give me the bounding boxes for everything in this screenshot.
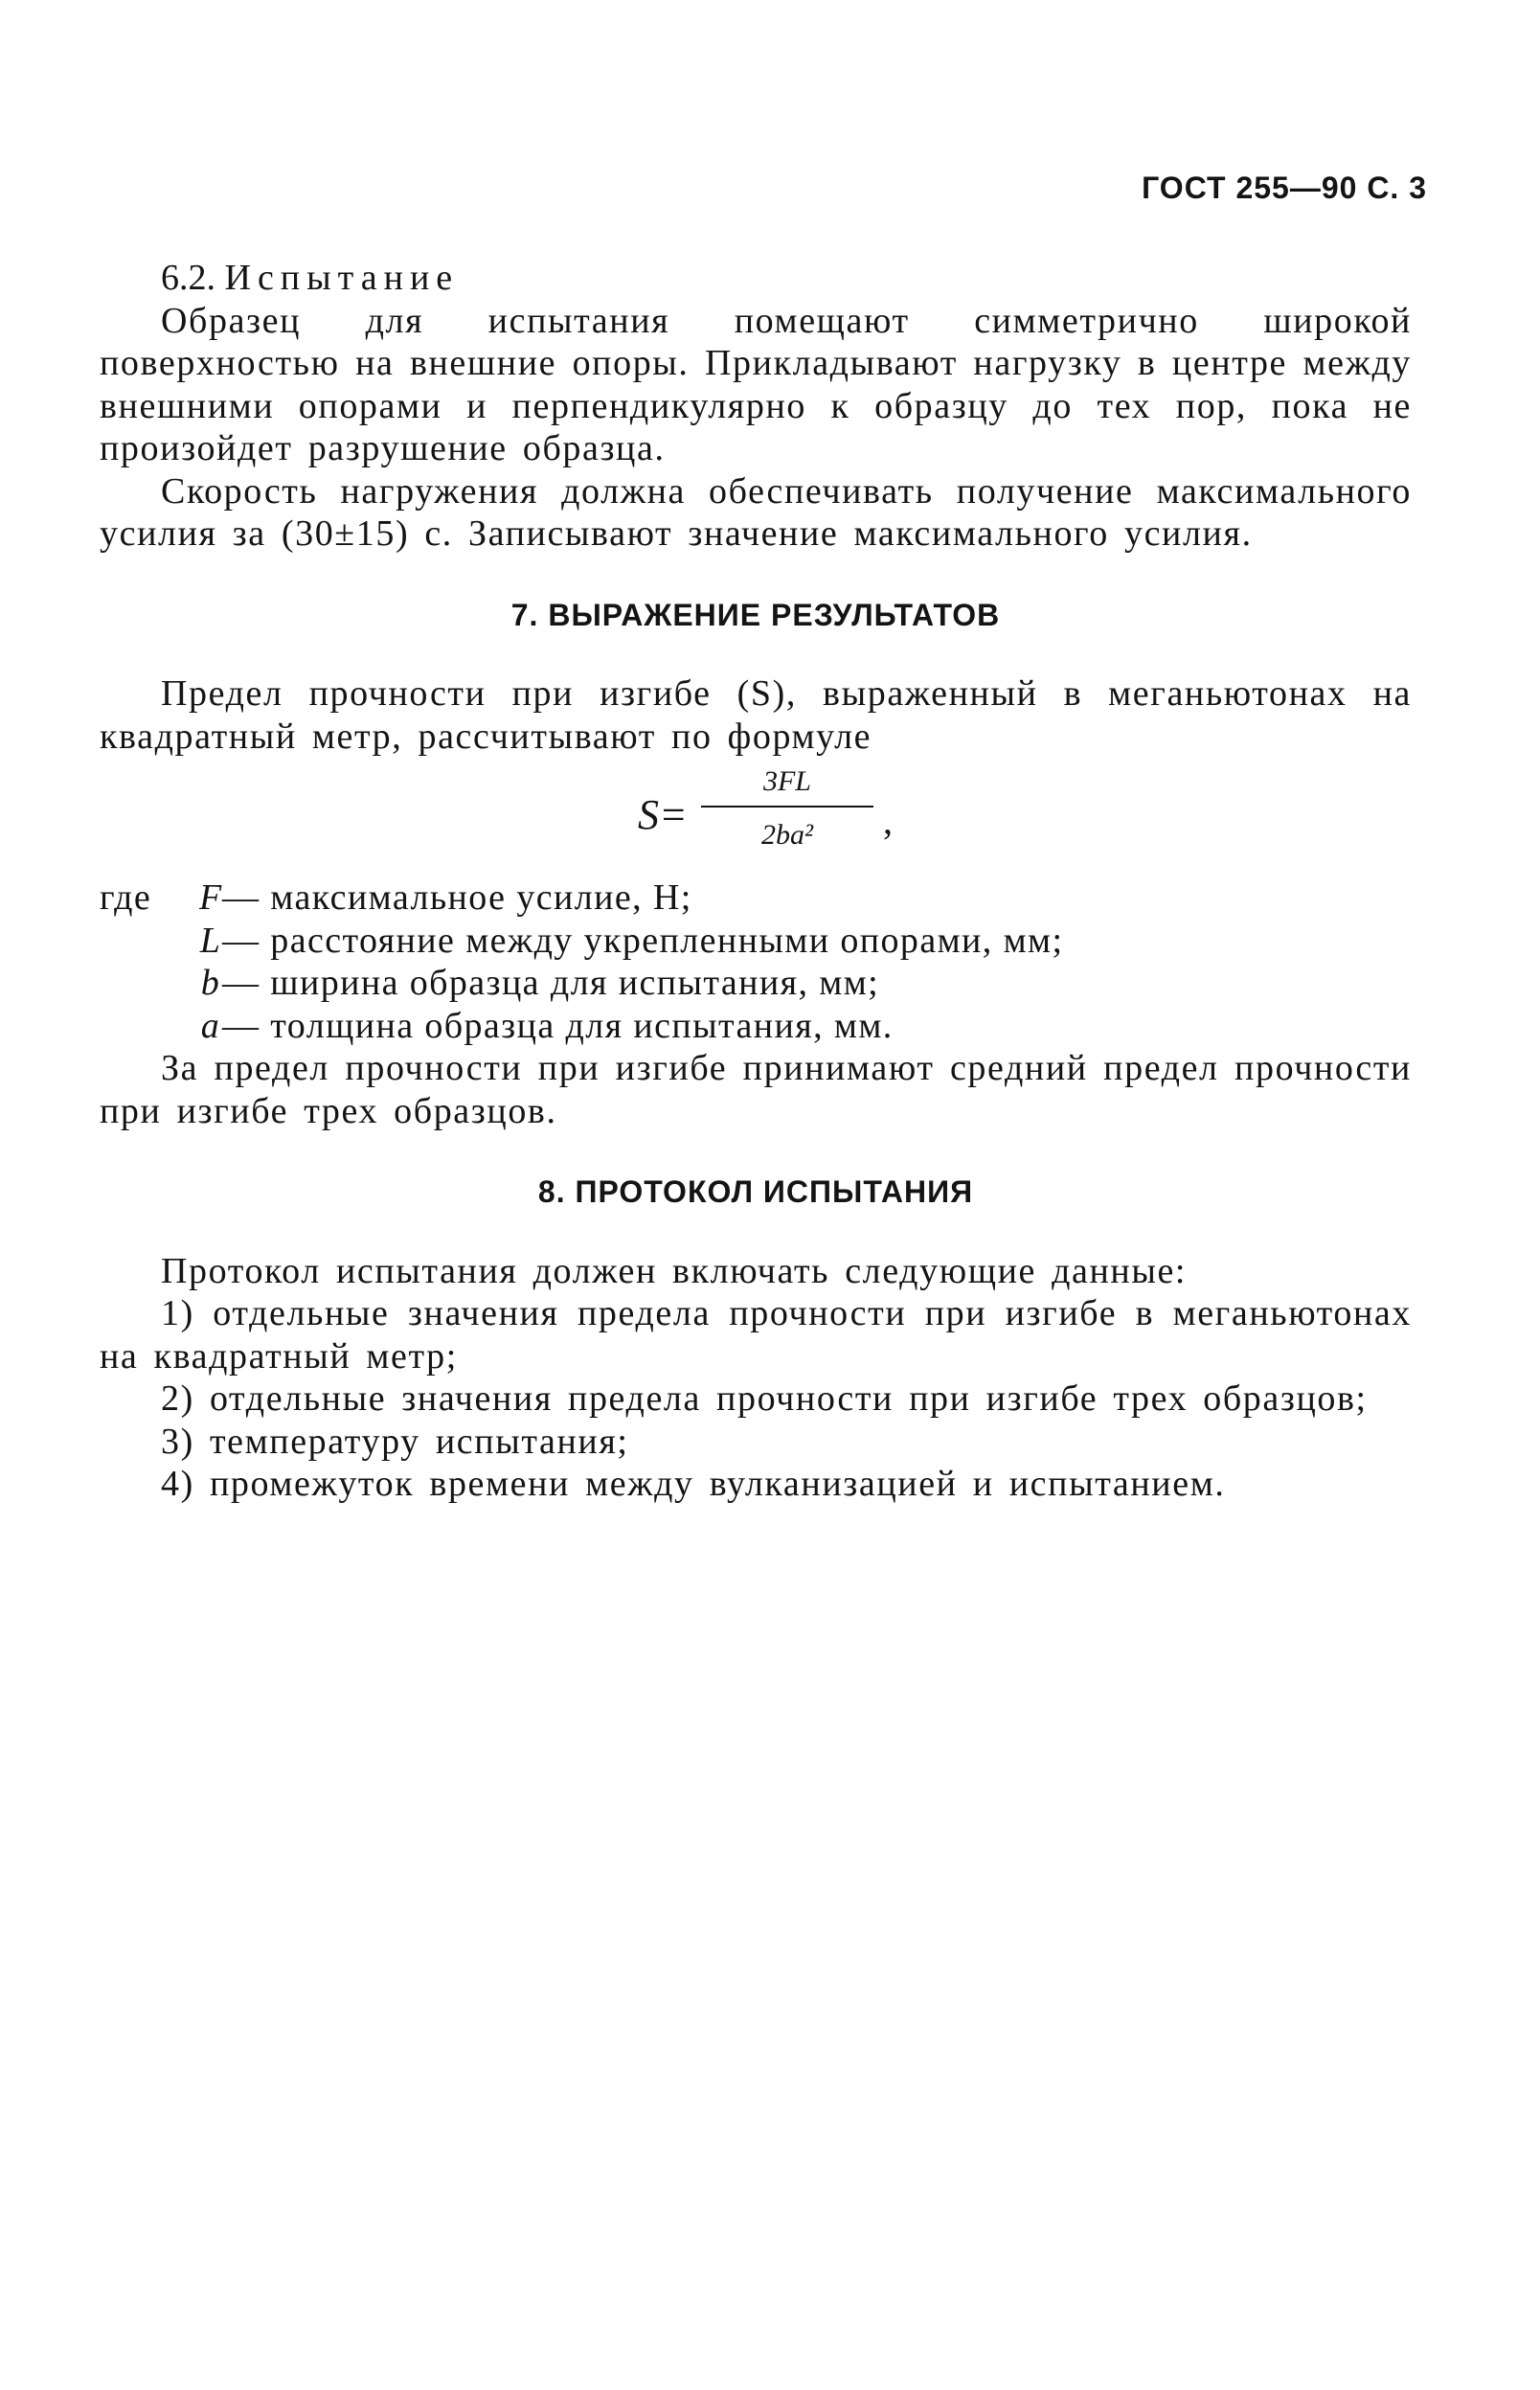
definition-row	[100, 920, 1412, 963]
list-item: 2) отдельные значения предела прочности при изгибе трех образцов;	[161, 1378, 1368, 1419]
subsection-number: 6.2.	[161, 258, 215, 298]
page-header: ГОСТ 255—90 С. 3	[1142, 171, 1427, 205]
definition-text: — ширина образца для испытания, мм;	[222, 963, 880, 1003]
paragraph: Предел прочности при изгибе (S), выраженный в меганьютонах на квадратный метр, рассчитывают по формуле	[100, 673, 1412, 757]
list-item: 3) температуру испытания;	[161, 1421, 629, 1462]
definition-symbol: b	[200, 963, 221, 1003]
paragraph: Образец для испытания помещают симметрично широкой поверхностью на внешние опоры. Прикладывают нагрузку в центре между внешними опорами и перпендикулярно к образцу до тех пор, пока не произойдет разрушение образца.	[100, 300, 1412, 468]
subsection-heading	[161, 257, 1412, 300]
paragraph: Скорость нагружения должна обеспечивать получение максимального усилия за (30±15) с. Записывают значение максимального усилия.	[100, 470, 1412, 554]
definition-row	[100, 962, 1412, 1005]
formula-lhs: S=	[638, 791, 688, 838]
list-item: 4) промежуток времени между вулканизацией и испытанием.	[161, 1464, 1226, 1504]
definition-text: — толщина образца для испытания, мм.	[222, 1005, 894, 1046]
formula-comma: ,	[883, 799, 893, 842]
definitions-list	[100, 876, 1412, 1047]
document-body	[100, 257, 1412, 1506]
paragraph: Протокол испытания должен включать следующие данные:	[161, 1250, 1188, 1291]
formula-denominator: 2ba²	[761, 819, 813, 851]
definition-text: — максимальное усилие, Н;	[222, 877, 692, 918]
section-title: 7. ВЫРАЖЕНИЕ РЕЗУЛЬТАТОВ	[510, 597, 1001, 632]
paragraph: За предел прочности при изгибе принимают средний предел прочности при изгибе трех образцов.	[100, 1048, 1412, 1131]
where-word: где	[100, 877, 152, 918]
definition-text: — расстояние между укрепленными опорами, мм;	[222, 920, 1064, 961]
definition-symbol: F	[199, 877, 223, 918]
definition-symbol: L	[199, 920, 222, 961]
definition-symbol: a	[200, 1005, 221, 1046]
definition-row	[100, 1005, 1412, 1048]
formula-fraction	[701, 763, 873, 854]
formula-numerator: 3FL	[762, 765, 811, 797]
subsection-title: Испытание	[224, 258, 460, 298]
section-title: 8. ПРОТОКОЛ ИСПЫТАНИЯ	[537, 1174, 974, 1209]
list-item: 1) отдельные значения предела прочности при изгибе в меганьютонах на квадратный метр;	[100, 1293, 1412, 1377]
definition-row	[100, 876, 1412, 920]
formula	[100, 763, 1412, 869]
fraction-bar	[701, 806, 873, 808]
